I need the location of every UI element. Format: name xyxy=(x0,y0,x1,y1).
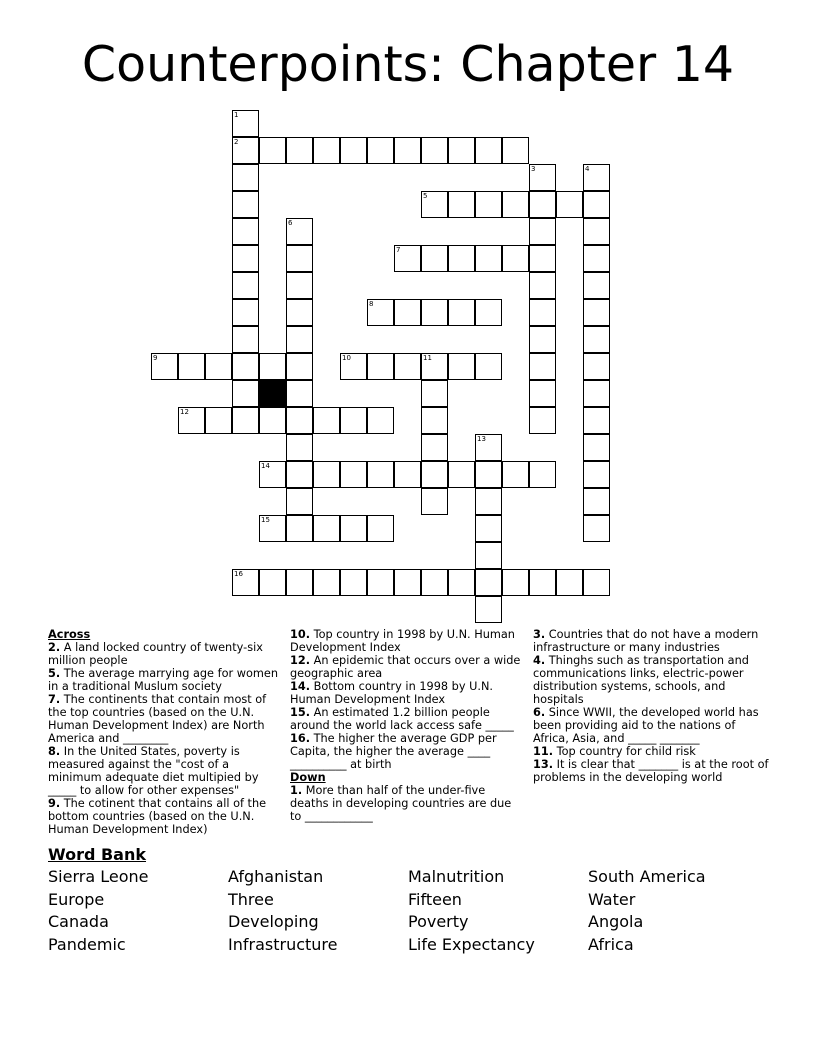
grid-cell[interactable] xyxy=(502,569,529,596)
clue-number: 7 xyxy=(396,246,401,254)
grid-cell[interactable] xyxy=(340,569,367,596)
grid-cell[interactable] xyxy=(583,353,610,380)
clue-number: 1 xyxy=(234,111,239,119)
grid-cell[interactable] xyxy=(529,461,556,488)
grid-cell[interactable] xyxy=(529,245,556,272)
grid-cell[interactable] xyxy=(286,434,313,461)
grid-cell[interactable] xyxy=(502,137,529,164)
grid-cell[interactable] xyxy=(583,407,610,434)
word-bank-item: Afghanistan xyxy=(228,867,324,886)
clue-across-8: 8. In the United States, poverty is measured against the "cost of a minimum adequate diet multipied by _____ to allow for other expenses" xyxy=(48,745,259,797)
page-title: Counterpoints: Chapter 14 xyxy=(81,36,735,93)
clue-across-2: 2. A land locked country of twenty-six million people xyxy=(48,641,263,667)
grid-cell[interactable] xyxy=(394,461,421,488)
grid-cell[interactable] xyxy=(394,245,421,272)
grid-cell[interactable] xyxy=(367,353,394,380)
grid-cell[interactable] xyxy=(421,299,448,326)
word-bank-item: Canada xyxy=(48,912,109,931)
clues-column-3 xyxy=(533,628,773,784)
grid-cell[interactable] xyxy=(205,353,232,380)
grid-cell[interactable] xyxy=(313,569,340,596)
grid-cell[interactable] xyxy=(448,137,475,164)
grid-cell[interactable] xyxy=(475,569,502,596)
grid-cell[interactable] xyxy=(583,569,610,596)
grid-cell[interactable] xyxy=(286,326,313,353)
grid-cell[interactable] xyxy=(448,245,475,272)
word-bank-item: Sierra Leone xyxy=(48,867,149,886)
word-bank-item: Pandemic xyxy=(48,934,126,954)
grid-cell[interactable] xyxy=(286,488,313,515)
grid-cell[interactable] xyxy=(286,299,313,326)
clue-across-9: 9. The cotinent that contains all of the bottom countries (based on the U.N. Human Development Index) xyxy=(48,797,267,836)
word-bank-item: South America xyxy=(588,867,706,886)
word-bank-item: Water xyxy=(588,889,636,909)
grid-cell[interactable] xyxy=(232,137,259,164)
grid-cell[interactable] xyxy=(232,353,259,380)
across-header: Across xyxy=(48,628,91,641)
grid-cell[interactable] xyxy=(583,164,610,191)
grid-cell[interactable] xyxy=(475,137,502,164)
clue-number: 11 xyxy=(423,354,432,362)
grid-cell[interactable] xyxy=(367,461,394,488)
grid-cell[interactable] xyxy=(286,569,313,596)
grid-cell[interactable] xyxy=(286,245,313,272)
word-bank-item: Developing xyxy=(228,912,319,931)
clue-number: 14 xyxy=(261,462,270,470)
grid-cell[interactable] xyxy=(421,245,448,272)
grid-cell[interactable] xyxy=(259,515,286,542)
grid-cell[interactable] xyxy=(529,191,556,218)
grid-cell[interactable] xyxy=(232,164,259,191)
clue-down-11: 11. Top country for child risk xyxy=(533,745,696,758)
grid-cell[interactable] xyxy=(529,353,556,380)
grid-cell[interactable] xyxy=(313,407,340,434)
word-bank xyxy=(48,866,768,956)
grid-cell[interactable] xyxy=(232,326,259,353)
word-bank-item: Fifteen xyxy=(408,889,462,909)
grid-cell[interactable] xyxy=(340,461,367,488)
grid-cell[interactable] xyxy=(232,245,259,272)
grid-cell[interactable] xyxy=(178,353,205,380)
word-bank-item: Life Expectancy xyxy=(408,934,535,954)
grid-cell[interactable] xyxy=(313,461,340,488)
grid-cell[interactable] xyxy=(475,596,502,623)
clue-number: 2 xyxy=(234,138,239,146)
word-bank-item: Europe xyxy=(48,889,105,909)
word-bank-item: Angola xyxy=(588,912,644,931)
grid-cell[interactable] xyxy=(421,407,448,434)
grid-cell[interactable] xyxy=(583,515,610,542)
clue-number: 13 xyxy=(477,435,486,443)
word-bank-item: Poverty xyxy=(408,912,469,931)
grid-cell[interactable] xyxy=(421,569,448,596)
grid-cell[interactable] xyxy=(502,191,529,218)
clue-number: 15 xyxy=(261,516,270,524)
clue-across-16: 16. The higher the average GDP per Capita, the higher the average ____ __________ at birth xyxy=(290,732,497,771)
clue-across-7: 7. The continents that contain most of the top countries (based on the U.N. Human Development Index) are North America and ________ xyxy=(48,693,267,745)
grid-cell[interactable] xyxy=(475,191,502,218)
clue-number: 10 xyxy=(342,354,351,362)
grid-cell[interactable] xyxy=(232,569,259,596)
grid-cell[interactable] xyxy=(502,461,529,488)
grid-cell[interactable] xyxy=(421,353,448,380)
grid-cell[interactable] xyxy=(286,407,313,434)
grid-cell[interactable] xyxy=(367,569,394,596)
clues-column-2 xyxy=(290,628,522,823)
clue-across-15: 15. An estimated 1.2 billion people around the world lack access safe _____ xyxy=(290,706,514,732)
grid-cell[interactable] xyxy=(529,272,556,299)
grid-cell[interactable] xyxy=(259,137,286,164)
grid-cell[interactable] xyxy=(529,569,556,596)
grid-cell[interactable] xyxy=(502,245,529,272)
grid-cell[interactable] xyxy=(475,299,502,326)
clue-across-14: 14. Bottom country in 1998 by U.N. Human Development Index xyxy=(290,680,494,706)
grid-cell[interactable] xyxy=(232,191,259,218)
grid-cell[interactable] xyxy=(259,407,286,434)
grid-cell[interactable] xyxy=(448,191,475,218)
clue-number: 6 xyxy=(288,219,293,227)
clue-number: 16 xyxy=(234,570,243,578)
grid-cell[interactable] xyxy=(421,434,448,461)
grid-cell[interactable] xyxy=(259,461,286,488)
grid-cell[interactable] xyxy=(367,407,394,434)
grid-cell[interactable] xyxy=(340,407,367,434)
grid-cell[interactable] xyxy=(529,326,556,353)
grid-cell[interactable] xyxy=(583,380,610,407)
grid-cell[interactable] xyxy=(475,353,502,380)
grid-cell[interactable] xyxy=(394,353,421,380)
grid-cell[interactable] xyxy=(475,542,502,569)
word-bank-item: Infrastructure xyxy=(228,934,338,954)
grid-cell[interactable] xyxy=(151,353,178,380)
grid-cell[interactable] xyxy=(421,191,448,218)
clue-down-1: 1. More than half of the under-five deaths in developing countries are due to ____________ xyxy=(290,784,512,823)
grid-cell[interactable] xyxy=(394,137,421,164)
clue-across-12: 12. An epidemic that occurs over a wide geographic area xyxy=(290,654,521,680)
clue-number: 8 xyxy=(369,300,374,308)
word-bank-item: Africa xyxy=(588,934,634,954)
grid-cell[interactable] xyxy=(448,461,475,488)
grid-cell[interactable] xyxy=(583,191,610,218)
grid-cell[interactable] xyxy=(475,461,502,488)
grid-cell[interactable] xyxy=(448,299,475,326)
grid-cell[interactable] xyxy=(286,461,313,488)
grid-cell[interactable] xyxy=(529,299,556,326)
grid-cell[interactable] xyxy=(583,461,610,488)
grid-cell[interactable] xyxy=(421,380,448,407)
grid-cell[interactable] xyxy=(529,407,556,434)
grid-cell[interactable] xyxy=(529,164,556,191)
grid-cell[interactable] xyxy=(421,137,448,164)
blocked-cell xyxy=(259,380,286,407)
word-bank-item: Malnutrition xyxy=(408,867,505,886)
grid-cell[interactable] xyxy=(232,380,259,407)
grid-cell[interactable] xyxy=(232,110,259,137)
grid-cell[interactable] xyxy=(421,461,448,488)
clue-number: 4 xyxy=(585,165,590,173)
clue-down-3: 3. Countries that do not have a modern infrastructure or many industries xyxy=(533,628,759,654)
grid-cell[interactable] xyxy=(340,137,367,164)
clue-down-4: 4. Thinghs such as transportation and communications links, electric-power distribution systems, schools, and hospitals xyxy=(533,654,749,706)
grid-cell[interactable] xyxy=(313,137,340,164)
grid-cell[interactable] xyxy=(286,515,313,542)
clue-across-10: 10. Top country in 1998 by U.N. Human Development Index xyxy=(290,628,515,654)
clue-down-6: 6. Since WWII, the developed world has been providing aid to the nations of Africa, Asia, and _____ _______ xyxy=(533,706,759,745)
grid-cell[interactable] xyxy=(583,245,610,272)
grid-cell[interactable] xyxy=(475,488,502,515)
grid-cell[interactable] xyxy=(475,245,502,272)
grid-cell[interactable] xyxy=(583,326,610,353)
grid-cell[interactable] xyxy=(286,380,313,407)
grid-cell[interactable] xyxy=(367,137,394,164)
grid-cell[interactable] xyxy=(529,218,556,245)
clues-column-1 xyxy=(48,628,280,836)
grid-cell[interactable] xyxy=(394,299,421,326)
grid-cell[interactable] xyxy=(286,218,313,245)
grid-cell[interactable] xyxy=(583,218,610,245)
grid-cell[interactable] xyxy=(583,434,610,461)
grid-cell[interactable] xyxy=(583,488,610,515)
grid-cell[interactable] xyxy=(583,299,610,326)
grid-cell[interactable] xyxy=(367,515,394,542)
grid-cell[interactable] xyxy=(340,353,367,380)
grid-cell[interactable] xyxy=(448,353,475,380)
clue-across-5: 5. The average marrying age for women in a traditional Muslum society xyxy=(48,667,278,693)
clue-number: 5 xyxy=(423,192,428,200)
grid-cell[interactable] xyxy=(340,515,367,542)
grid-cell[interactable] xyxy=(232,407,259,434)
grid-cell[interactable] xyxy=(367,299,394,326)
word-bank-title: Word Bank xyxy=(48,845,147,864)
word-bank-item: Three xyxy=(228,889,274,909)
grid-cell[interactable] xyxy=(556,191,583,218)
grid-cell[interactable] xyxy=(313,515,340,542)
down-header: Down xyxy=(290,771,326,784)
grid-cell[interactable] xyxy=(448,569,475,596)
clue-number: 3 xyxy=(531,165,536,173)
grid-cell[interactable] xyxy=(286,353,313,380)
grid-cell[interactable] xyxy=(232,299,259,326)
grid-cell[interactable] xyxy=(232,272,259,299)
grid-cell[interactable] xyxy=(286,272,313,299)
grid-cell[interactable] xyxy=(178,407,205,434)
grid-cell[interactable] xyxy=(583,272,610,299)
grid-cell[interactable] xyxy=(205,407,232,434)
grid-cell[interactable] xyxy=(529,380,556,407)
clue-number: 12 xyxy=(180,408,189,416)
grid-cell[interactable] xyxy=(475,434,502,461)
grid-cell[interactable] xyxy=(394,569,421,596)
grid-cell[interactable] xyxy=(232,218,259,245)
grid-cell[interactable] xyxy=(259,569,286,596)
grid-cell[interactable] xyxy=(286,137,313,164)
clue-number: 9 xyxy=(153,354,158,362)
grid-cell[interactable] xyxy=(475,515,502,542)
clue-down-13: 13. It is clear that _______ is at the root of problems in the developing world xyxy=(533,758,769,784)
grid-cell[interactable] xyxy=(421,488,448,515)
grid-cell[interactable] xyxy=(259,353,286,380)
grid-cell[interactable] xyxy=(556,569,583,596)
